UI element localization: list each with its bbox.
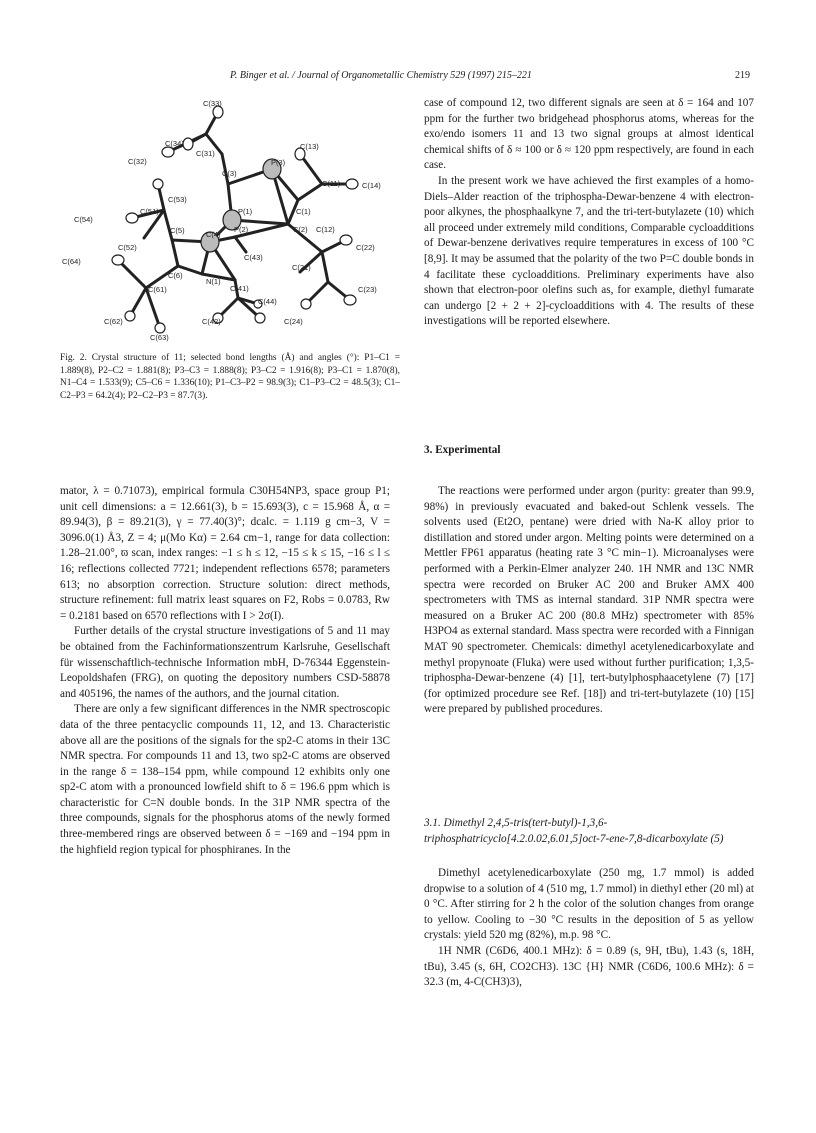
svg-text:P(3): P(3)	[271, 158, 286, 167]
paragraph: In the present work we have achieved the first examples of a homo-Diels–Alder reaction of the triphospha-Dewar-benzene 4 with electron-poor alkynes, the phosphaalkyne 7, and the tri-tert-butylazete (10) which all proceed under extremely mild conditions, Comparable cycloadditions of Dewar-benzene derivatives require temperatures in excess of 100 °C [8,9]. It may be assumed that the polarity of the two P=C double bonds in 4 facilitate these cycloadditions. Preliminary experiments have also shown that electron-poor olefins such as, for example, diethyl fumarate can undergo [2 + 2 + 2]-cycloadditions with 4. The results of these investigations will be reported elsewhere.	[424, 174, 754, 328]
svg-text:C(4): C(4)	[206, 230, 221, 239]
svg-text:C(6): C(6)	[168, 271, 183, 280]
paragraph: mator, λ = 0.71073), empirical formula C30H54NP3, space group P1; unit cell dimensions: a = 12.661(3), b = 15.693(3), c = 15.968 Å, α = 89.94(3), β = 89.21(3), γ = 77.40(3)°; dcalc. = 1.119 g cm−3, V = 3096.0(1) Å3, Z = 4; μ(Mo Kα) = 2.64 cm−1, range for data collection: 1.28–21.00°, ϖ scan, index ranges: −1 ≤ h ≤ 12, −15 ≤ k ≤ 15, −16 ≤ l ≤ 16; reflections collected 7721; independent reflections 6578; parameters 613; no absorption correction. Structure solution: direct methods, structure refinement: full matrix least squares on F2, Robs = 0.0783, Rw = 0.2181 based on 6570 reflections with I > 2σ(I).	[60, 485, 390, 622]
svg-text:C(21): C(21)	[292, 263, 311, 272]
running-header	[60, 70, 750, 86]
right-column-top	[424, 96, 754, 330]
svg-text:C(51): C(51)	[140, 207, 159, 216]
paragraph: Further details of the crystal structure investigations of 5 and 11 may be obtained from the Fachinformationszentrum Karlsruhe, Gesellschaft für wissenschaftlich-technische Information mbH, D-76344 Eggenstein-Leopoldshafen (FRG), on quoting the depository numbers CSD-58878 and 405196, the names of the authors, and the journal citation.	[60, 625, 390, 700]
svg-text:C(44): C(44)	[258, 297, 277, 306]
svg-text:C(2): C(2)	[293, 225, 308, 234]
svg-text:C(12): C(12)	[316, 225, 335, 234]
left-column-bottom	[60, 484, 390, 858]
journal-citation: P. Binger et al. / Journal of Organometallic Chemistry 529 (1997) 215–221	[230, 70, 532, 81]
experimental-text	[424, 484, 754, 718]
svg-text:C(3): C(3)	[222, 169, 237, 178]
procedure-text	[424, 866, 754, 991]
svg-text:C(52): C(52)	[118, 243, 137, 252]
section-title-experimental: 3. Experimental	[424, 444, 501, 456]
svg-text:C(24): C(24)	[284, 317, 303, 326]
svg-text:C(13): C(13)	[300, 142, 319, 151]
svg-text:N(1): N(1)	[206, 277, 221, 286]
svg-text:C(41): C(41)	[230, 284, 249, 293]
svg-text:P(2): P(2)	[234, 225, 249, 234]
svg-text:C(34): C(34)	[165, 139, 184, 148]
svg-text:C(42): C(42)	[202, 317, 221, 326]
svg-text:C(14): C(14)	[362, 181, 381, 190]
svg-text:C(31): C(31)	[196, 149, 215, 158]
svg-text:C(23): C(23)	[358, 285, 377, 294]
svg-text:C(32): C(32)	[128, 157, 147, 166]
svg-text:C(61): C(61)	[148, 285, 167, 294]
svg-text:C(63): C(63)	[150, 333, 169, 342]
crystal-structure-figure	[60, 92, 405, 352]
figure-caption: Fig. 2. Crystal structure of 11; selected bond lengths (Å) and angles (°): P1–C1 = 1.889(8), P2–C2 = 1.881(8); P3–C3 = 1.888(8); P3–C2 = 1.916(8); P3–C1 = 1.870(8), N1–C4 = 1.533(9); C5–C6 = 1.336(10); P1–C3–P2 = 98.9(3); C1–P3–C2 = 48.5(3); C1–C2–P3 = 64.2(4); P2–C2–P3 = 87.7(3).	[60, 353, 400, 401]
svg-text:C(11): C(11)	[322, 179, 341, 188]
svg-text:C(54): C(54)	[74, 215, 93, 224]
svg-text:C(53): C(53)	[168, 195, 187, 204]
svg-text:C(62): C(62)	[104, 317, 123, 326]
paragraph: There are only a few significant differences in the NMR spectroscopic data of the three pentacyclic compounds 11, 12, and 13. Characteristic above all are the positions of the signals for the sp2-C atoms in their 13C NMR spectra. For compounds 11 and 13, two sp2-C atoms are observed in the range δ = 138–154 ppm, while compound 12 exhibits only one sp2-C atom with a pronounced lowfield shift to δ = 196.6 ppm which is characteristic for C=N double bonds. In the 31P NMR spectra of the three compounds, signals for the phosphorus atoms of the newly formed three-membered rings are observed between δ = −169 and −194 ppm in the highfield region typical for phosphiranes. In the	[60, 703, 390, 856]
atom-labels	[62, 99, 381, 342]
subsection-title: 3.1. Dimethyl 2,4,5-tris(tert-butyl)-1,3,6-triphosphatricyclo[4.2.0.02,6.01,5]oct-7-ene-7,8-dicarboxylate (5)	[424, 817, 724, 845]
svg-text:C(22): C(22)	[356, 243, 375, 252]
svg-text:C(1): C(1)	[296, 207, 311, 216]
paragraph: 1H NMR (C6D6, 400.1 MHz): δ = 0.89 (s, 9H, tBu), 1.43 (s, 18H, tBu), 3.45 (s, 6H, CO2CH3). 13C {H} NMR (C6D6, 100.6 MHz): δ = 32.3 (m, 4-C(CH3)3),	[424, 944, 754, 989]
svg-text:C(5): C(5)	[170, 226, 185, 235]
svg-text:P(1): P(1)	[238, 207, 253, 216]
paragraph: The reactions were performed under argon (purity: greater than 99.9, 98%) in previously evacuated and baked-out Schlenk vessels. The solvents used (Et2O, pentane) were dried with Na-K alloy prior to distillation and stored under argon. Melting points were determined on a Mettler FP61 apparatus (heating rate 3 °C min−1). Microanalyses were performed with a Perkin-Elmer analyzer 240. 1H NMR and 13C NMR spectra were recorded on Bruker AC 200 and Bruker AMX 400 spectrometers with TMS as internal standard. 31P NMR spectra were measured on a Bruker AC 200 (80.8 MHz) spectrometer with 85% H3PO4 as external standard. Mass spectra were recorded with a Finnigan MAT 90 spectrometer. Chemicals: dimethyl acetylenedicarboxylate and methyl propynoate (Fluka) were used without further purification; 1,3,5-triphospha-Dewar-benzene (4) [1], tert-butylphosphaacetylene (7) [17] (for optimized procedure see Ref. [18]) and tri-tert-butylazete (10) [15] were prepared by published procedures.	[424, 485, 754, 716]
svg-text:C(64): C(64)	[62, 257, 81, 266]
page-number: 219	[735, 70, 750, 81]
paragraph: case of compound 12, two different signals are seen at δ = 164 and 107 ppm for the further two bridgehead phosphorus atoms, whereas for the exo/endo isomers 11 and 13 two signal groups at almost identical chemical shifts of δ ≈ 100 or δ ≈ 120 ppm respectively, are found in each case.	[424, 97, 754, 172]
paragraph: Dimethyl acetylenedicarboxylate (250 mg, 1.7 mmol) is added dropwise to a solution of 4 (510 mg, 1.7 mmol) in diethyl ether (20 ml) at 0 °C. After stirring for 2 h the color of the solution changes from orange to yellow. Cooling to −30 °C results in the deposition of 5 as yellow crystals: yield 520 mg (82%), m.p. 98 °C.	[424, 867, 754, 942]
svg-text:C(43): C(43)	[244, 253, 263, 262]
svg-text:C(33): C(33)	[203, 99, 222, 108]
